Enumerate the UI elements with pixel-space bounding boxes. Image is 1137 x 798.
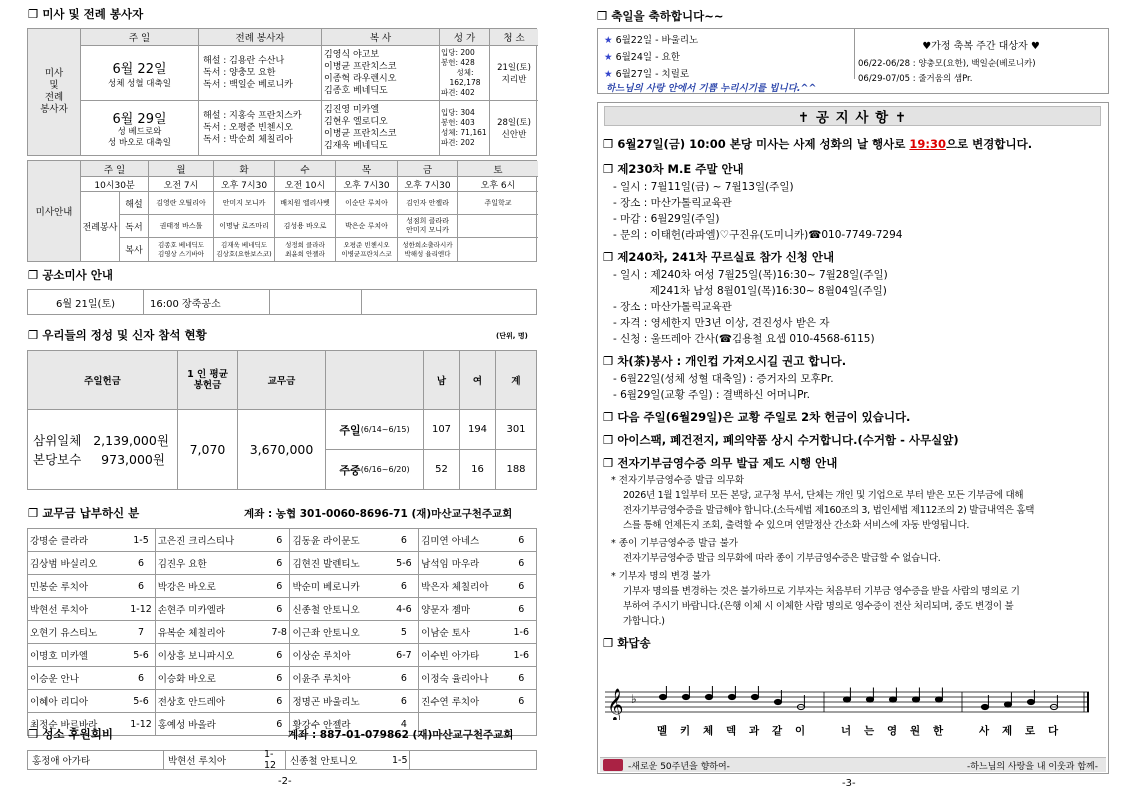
- donor-row: [28, 690, 537, 713]
- shrine-section-title: ❐ 성소 후원회비: [28, 726, 113, 742]
- donor-months: 7: [127, 621, 155, 644]
- offering-header-sunday: 주일헌금: [28, 351, 178, 409]
- donor-name: 고은진 크리스티나: [155, 529, 269, 552]
- mass-section-title: ❐ 미사 및 전례 봉사자: [28, 6, 143, 22]
- donor-name: 박은자 체칠리아: [419, 575, 507, 598]
- donor-row: [28, 621, 537, 644]
- donor-months: 6: [127, 552, 155, 575]
- donor-row: [28, 552, 537, 575]
- music-note-icon: [659, 694, 666, 699]
- donor-name: 양문자 젬마: [419, 598, 507, 621]
- notice-receipt-details: * 전자기부금영수증 발급 의무화 2026년 1월 1일부터 모든 본당, 교구청 부서, 단체는 개인 및 기업으로 부터 받은 모든 기부금에 대해 전자기부금영수증을 발급해야 합니다.(소득세법 제160조의 3, 법인세법 제112조의 2) 발급내역은 홈택 스를 통해 언제든지 조회, 출력할 수 있으며 연말정산 간소화 서비스에 자동 반영됩니다. * 종이 기부금영수증 발급 불가 전자기부금영수증 발급 의무화에 따라 종이 기부금영수증은 발급할 수 없습니다. * 기부자 명의 변경 불가 기부자 명의를 변경하는 것은 불가하므로 기부자는 처음부터 기부금 영수증을 받을 사람의 명의로 기 부하여 주시기 바랍니다.(은행 이체 시 이체한 사람 명의로 영수증이 전산 처리되며, 중도 변경이 불 가합니다.): [611, 475, 1035, 627]
- music-note-icon: [1004, 702, 1011, 707]
- shrine-table: 홍정애 아가타 박현선 루치아 1-12 신종철 안토니오 1-5: [27, 750, 537, 770]
- music-note-icon: [682, 694, 689, 699]
- donor-months: 6: [507, 529, 537, 552]
- donors-account: 계좌 : 농협 301-0060-8696-71 (재)마산교구천주교회: [244, 508, 513, 520]
- star-icon: ★: [604, 69, 613, 80]
- donor-months: 7-8: [269, 621, 290, 644]
- weekday-table: [27, 160, 537, 262]
- footer-right: -하느님의 사랑을 내 이웃과 함께-: [967, 762, 1098, 772]
- hymn-syllable: 이: [795, 725, 806, 737]
- donor-months: 6: [507, 575, 537, 598]
- svg-text:𝄞: 𝄞: [607, 688, 624, 720]
- donor-name: 이정숙 율리아나: [419, 667, 507, 690]
- donor-months: 6: [269, 529, 290, 552]
- donor-name: 이수빈 아가타: [419, 644, 507, 667]
- donor-months: 6-7: [390, 644, 419, 667]
- donor-months: 6: [507, 552, 537, 575]
- music-note-icon: [751, 694, 758, 699]
- svg-text:♭: ♭: [631, 692, 637, 706]
- donor-months: 6: [507, 667, 537, 690]
- offering-header-avg: 1 인 평균 봉헌금: [178, 351, 238, 409]
- donors-table: [27, 528, 537, 736]
- mass-side-label: 미사 및 전례 봉사자: [28, 29, 81, 155]
- mass-row: 6월 29일 성 베드로와 성 바오로 대축일 해설 : 지홍숙 프란치스카 독서 : 오평준 빈첸시오 독서 : 박순희 체칠리아 김진영 미카엘 김현우 엘로디오 이병균 프란치스코 김재욱 베네딕도 입당: 304 봉헌: 403 성체: 71,161 파견: 202 28일(토) 신안반: [81, 100, 538, 155]
- music-note-icon: [981, 704, 988, 709]
- family-title: ♥가정 축복 주간 대상자 ♥: [922, 41, 1040, 52]
- music-note-icon: [705, 694, 712, 699]
- donor-months: 6: [390, 667, 419, 690]
- donor-name: 이남순 토사: [419, 621, 507, 644]
- offering-dues-value: 3,670,000: [238, 409, 326, 489]
- attend-value: 188: [496, 449, 536, 489]
- donor-name: 민봉순 루치아: [28, 575, 128, 598]
- hymn-syllable: 멜: [657, 725, 668, 737]
- blessing-text: 하느님의 사랑 안에서 기쁨 누리시기를 빕니다.^^: [606, 83, 817, 94]
- weekday-row: 해설 김영란 오틸리아 안미지 모니카 배치원 엘리사벳 이순단 루치아 김인자 안젤라 주일학교: [119, 191, 538, 214]
- donor-months: 6: [507, 598, 537, 621]
- donor-name: 정명곤 바울리노: [290, 690, 390, 713]
- donor-months: 6: [127, 667, 155, 690]
- hymn-syllable: 다: [1048, 725, 1059, 737]
- hymn-syllable: 는: [864, 725, 875, 737]
- hymn-syllable: 덱: [726, 725, 737, 737]
- donor-name: 박강은 바오로: [155, 575, 269, 598]
- offering-avg-value: 7,070: [178, 409, 238, 489]
- parish-logo-icon: [603, 759, 623, 771]
- hymn-lyrics: [605, 723, 1089, 737]
- notice-tea-details: - 6월22일(성체 성혈 대축일) : 증거자의 모후Pr. - 6월29일(교황 주일) : 결백하신 어머니Pr.: [613, 373, 834, 401]
- donor-row: [28, 644, 537, 667]
- donor-months: 6: [269, 644, 290, 667]
- donor-name: 전상호 안드레아: [155, 690, 269, 713]
- attend-value: 16: [460, 449, 496, 489]
- donor-name: 이상흥 보니파시오: [155, 644, 269, 667]
- donor-name: 이승운 안나: [28, 667, 128, 690]
- donor-months: 1-5: [127, 529, 155, 552]
- donor-months: 4-6: [390, 598, 419, 621]
- donor-name: 진수연 루치아: [419, 690, 507, 713]
- star-icon: ★: [604, 52, 613, 63]
- hymn-syllable: 같: [772, 725, 783, 737]
- feast-list: ★ 6월22일 - 바울리노 ★ 6월24일 - 요한 ★ 6월27일 - 치릴로: [604, 35, 699, 80]
- donor-months: 5: [390, 621, 419, 644]
- weekday-header: 주 일 월 화 수 목 금 토: [81, 161, 538, 176]
- vigil-table: [27, 289, 537, 315]
- hymn-staff: [605, 686, 1089, 740]
- weekday-row: 복사 김종호 베네딕도 김영상 스기바아 김재욱 베네딕도 김상호(요한보스코) 성정희 클라라 최윤희 안젤라 오평준 빈첸시오 이병균프란치스코 성한희소출라시카 박해성 율리엔다: [119, 237, 538, 261]
- donor-months: 5-6: [127, 690, 155, 713]
- donor-months: 1-6: [507, 621, 537, 644]
- music-note-icon: [843, 697, 850, 702]
- donor-row: [28, 529, 537, 552]
- footer-bar: [600, 757, 1106, 772]
- weekday-times: 10시30분 오전 7시 오후 7시30 오전 10시 오후 7시30 오후 7시30 오후 6시: [81, 176, 538, 191]
- donor-name: 박현선 루치아: [28, 598, 128, 621]
- notice-item-pope-sunday: ❐ 다음 주일(6월29일)은 교황 주일로 2차 헌금이 있습니다.: [603, 407, 1103, 427]
- donor-name: 손현주 미카엘라: [155, 598, 269, 621]
- offering-unit: (단위, 명): [496, 332, 528, 340]
- notice-item-tea: ❐ 차(茶)봉사 : 개인컵 가져오시길 권고 합니다.: [603, 351, 1103, 371]
- notice-me-details: - 일시 : 7월11일(금) ~ 7월13일(주일) - 장소 : 마산가톨릭교육관 - 마감 : 6월29일(주일) - 문의 : 이태헌(라파엘)♡구진유(도미니카)☎010-7749-7294: [613, 181, 903, 241]
- donor-months: 6: [507, 690, 537, 713]
- attend-label-weekday: 주중 (6/16~6/20): [326, 449, 424, 489]
- vigil-date: 6월 21일(토): [28, 290, 144, 314]
- offering-sunday-amounts: 삼위일체 2,139,000원 본당보수 973,000원: [28, 409, 178, 489]
- offering-header-female: 여: [460, 351, 496, 409]
- donor-row: [28, 575, 537, 598]
- notice-item-recycle: ❐ 아이스팩, 폐건전지, 폐의약품 상시 수거합니다.(수거함 - 사무실앞): [603, 430, 1103, 450]
- notice-item-hymn: ❐ 화답송: [603, 633, 1103, 653]
- offering-header-dues: 교무금: [238, 351, 326, 409]
- donor-months: 6: [269, 598, 290, 621]
- attend-value: 52: [424, 449, 460, 489]
- donor-name: 최정순 바르바라: [28, 713, 128, 736]
- donor-name: 이혜아 리디아: [28, 690, 128, 713]
- donor-name: 김상범 바실리오: [28, 552, 128, 575]
- donor-months: 6: [269, 575, 290, 598]
- donor-months: 6: [390, 690, 419, 713]
- donor-name: 황강수 안젤라: [290, 713, 390, 736]
- notice-item-cursillo: ❐ 제240차, 241차 꾸르실료 참가 신청 안내: [603, 247, 1103, 267]
- mass-row: 6월 22일 성체 성혈 대축일 해설 : 김용란 수산나 독서 : 양충모 요한 독서 : 백일순 베로니카 김영식 야고보 이병균 프란치스코 이종혁 라우렌시오 김종호 베네딕도 입당: 200 봉헌: 428 성체: 162,178 파견: 402 21일(토) 지리반: [81, 45, 538, 100]
- donor-name: 김현진 발렌티노: [290, 552, 390, 575]
- donor-months: 6: [269, 690, 290, 713]
- star-icon: ★: [604, 35, 613, 46]
- attend-value: 194: [460, 409, 496, 449]
- attend-label-sunday: 주일 (6/14~6/15): [326, 409, 424, 449]
- donor-months: 5-6: [127, 644, 155, 667]
- weekday-sub-label: 전례봉사: [81, 191, 119, 261]
- donor-name: 유복순 체칠리아: [155, 621, 269, 644]
- weekday-row: 독서 권태정 바스톨 이명남 로즈마리 김성용 바오로 박은순 루치아 성점희 클라라 안미지 모니카: [119, 214, 538, 237]
- donor-name: 남석임 마우라: [419, 552, 507, 575]
- donor-name: 김동윤 라이문도: [290, 529, 390, 552]
- donor-months: 6: [390, 529, 419, 552]
- music-staff-icon: [605, 686, 1089, 720]
- vigil-section-title: ❐ 공소미사 안내: [28, 267, 113, 283]
- vigil-detail: 16:00 장죽공소: [144, 290, 270, 314]
- music-note-icon: [774, 699, 781, 704]
- congrats-section-title: ❐ 축일을 축하합니다~~: [597, 8, 723, 24]
- hymn-syllable: 원: [910, 725, 921, 737]
- notice-item-mass-change: ❐ 6월27일(금) 10:00 본당 미사는 사제 성화의 날 행사로 19:30으로 변경합니다.: [603, 134, 1103, 154]
- hymn-syllable: 영: [887, 725, 898, 737]
- donor-months: 1-6: [507, 644, 537, 667]
- donor-months: 5-6: [390, 552, 419, 575]
- donors-section-title: ❐ 교무금 납부하신 분: [28, 505, 139, 521]
- notice-title: ✝ 공 지 사 항 ✝: [604, 106, 1101, 126]
- donor-row: [28, 667, 537, 690]
- hymn-syllable: 체: [703, 725, 714, 737]
- page-number-left: -2-: [278, 776, 292, 787]
- congrats-box: [597, 28, 1109, 94]
- donor-months: 6: [127, 575, 155, 598]
- mass-header: 주 일 전례 봉사자 복 사 성 가 청 소: [81, 29, 538, 45]
- donor-name: 김진우 요한: [155, 552, 269, 575]
- donor-name: 김미연 아네스: [419, 529, 507, 552]
- donor-months: 6: [390, 575, 419, 598]
- donor-name: 강명순 클라라: [28, 529, 128, 552]
- attend-value: 107: [424, 409, 460, 449]
- donor-name: 오현기 유스티노: [28, 621, 128, 644]
- music-note-icon: [935, 697, 942, 702]
- weekday-side-label: 미사안내: [28, 161, 81, 261]
- hymn-syllable: 제: [1002, 725, 1013, 737]
- music-note-icon: [866, 697, 873, 702]
- donor-months: 6: [269, 667, 290, 690]
- music-note-icon: [889, 697, 896, 702]
- music-note-icon: [912, 697, 919, 702]
- donor-name: 신종철 안토니오: [290, 598, 390, 621]
- donor-months: 1-12: [127, 713, 155, 736]
- donor-name: 이승화 바오로: [155, 667, 269, 690]
- offering-section-title: ❐ 우리들의 정성 및 신자 참석 현황: [28, 327, 207, 343]
- notice-item-receipt: ❐ 전자기부금영수증 의무 발급 제도 시행 안내: [603, 453, 1103, 473]
- notice-content: [603, 134, 1103, 653]
- hymn-syllable: 한: [933, 725, 944, 737]
- donor-name: 홍예성 바올라: [155, 713, 269, 736]
- hymn-syllable: 사: [979, 725, 990, 737]
- donor-months: 4: [390, 713, 419, 736]
- hymn-syllable: 너: [841, 725, 852, 737]
- shrine-account: 계좌 : 887-01-079862 (재)마산교구천주교회: [288, 729, 514, 741]
- offering-table: [27, 350, 537, 490]
- music-note-icon: [728, 694, 735, 699]
- donor-name: 이근좌 안토니오: [290, 621, 390, 644]
- mass-table: [27, 28, 537, 156]
- offering-header-male: 남: [424, 351, 460, 409]
- donor-name: 이명호 미카엘: [28, 644, 128, 667]
- hymn-syllable: 로: [1025, 725, 1036, 737]
- donor-months: 6: [269, 552, 290, 575]
- hymn-syllable: 과: [749, 725, 760, 737]
- music-note-icon: [1027, 699, 1034, 704]
- family-list: 06/22-06/28 : 양충모(요한), 백일순(베로니카) 06/29-07/05 : 줄거움의 샘Pr.: [858, 59, 1036, 84]
- page-number-right: -3-: [842, 778, 856, 789]
- footer-left: -새로운 50주년을 향하여-: [628, 762, 730, 772]
- donor-months: 1-12: [127, 598, 155, 621]
- hymn-syllable: 키: [680, 725, 691, 737]
- notice-cursillo-details: - 일시 : 제240차 여성 7월25일(목)16:30~ 7월28일(주일) 제241차 남성 8월01일(목)16:30~ 8월04일(주일) - 장소 : 마산가톨릭교육관 - 자격 : 영세한지 만3년 이상, 견진성사 받은 자 - 신청 : 울뜨레아 간사(☎김용철 요셉 010-4568-6115): [613, 269, 888, 345]
- attend-value: 301: [496, 409, 536, 449]
- donor-row: [28, 598, 537, 621]
- donor-name: 박순미 베로니카: [290, 575, 390, 598]
- offering-header-total: 계: [511, 376, 521, 387]
- donor-months: 6: [269, 713, 290, 736]
- notice-item-me: ❐ 제230차 M.E 주말 안내: [603, 159, 1103, 179]
- donor-name: 이상순 루치아: [290, 644, 390, 667]
- donor-name: 이윤주 루치아: [290, 667, 390, 690]
